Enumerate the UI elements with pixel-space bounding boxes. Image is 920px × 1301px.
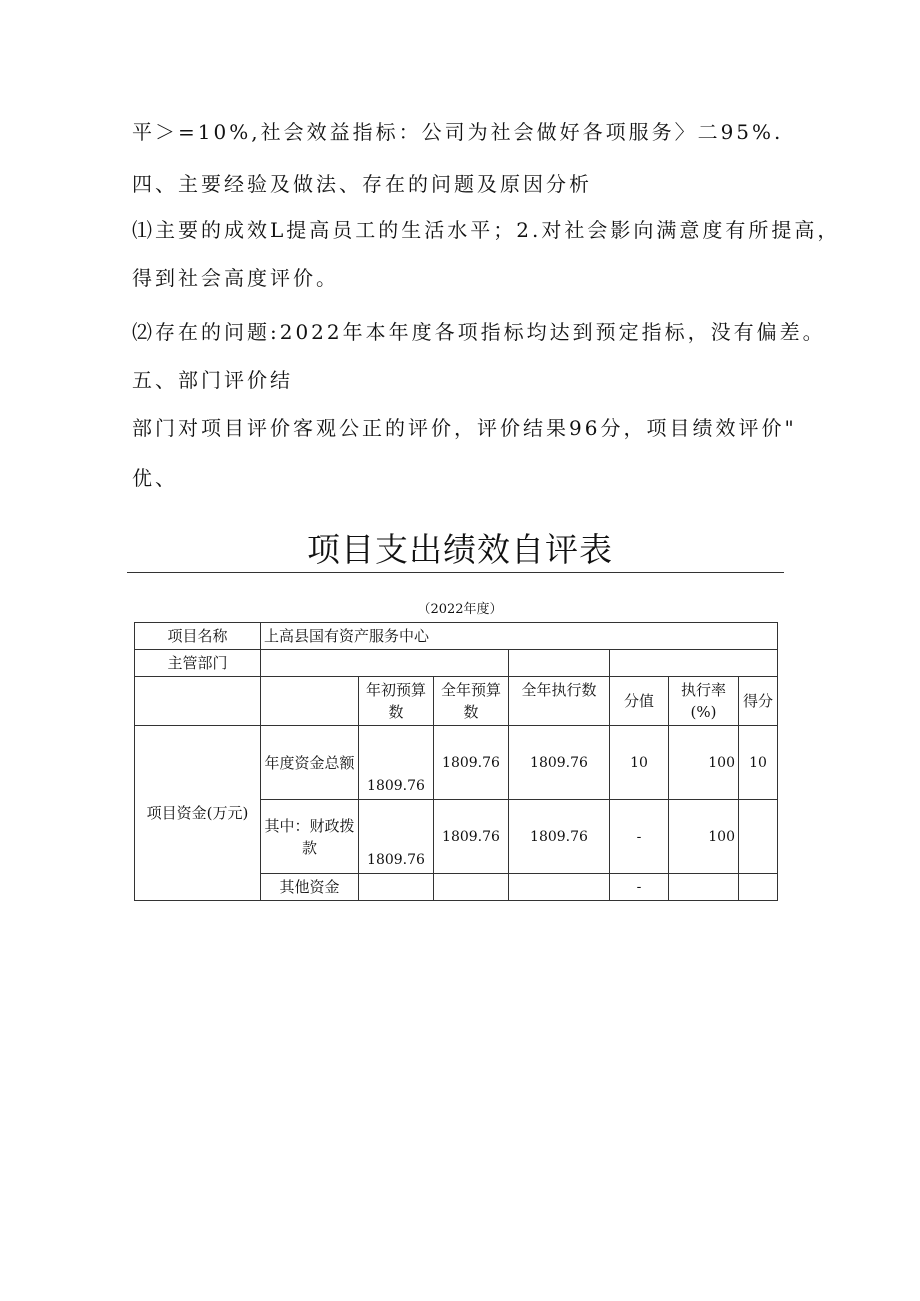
row-label: 年度资金总额: [261, 726, 359, 800]
header-score-weight: 分值: [610, 677, 669, 726]
row-label: 其中：财政拨款: [261, 800, 359, 874]
score-cell: [739, 800, 778, 874]
table-row-headers: [135, 677, 778, 726]
full-budget-cell: 1809.76: [434, 800, 509, 874]
paragraph-evaluation: 部门对项目评价客观公正的评价，评价结果96分，项目绩效评价": [132, 416, 797, 440]
table-row-dept: [135, 650, 778, 677]
exec-rate-cell: [669, 874, 739, 901]
header-initial-budget: 年初预算数: [359, 677, 434, 726]
score-weight-cell: -: [610, 800, 669, 874]
header-score: 得分: [739, 677, 778, 726]
header-full-budget: 全年预算数: [434, 677, 509, 726]
executed-cell: 1809.76: [509, 800, 610, 874]
row-label: 其他资金: [261, 874, 359, 901]
paragraph-achievements-cont: 得到社会高度评价。: [132, 266, 339, 290]
header-empty-2: [261, 677, 359, 726]
heading-section-four: 四、主要经验及做法、存在的问题及原因分析: [132, 172, 592, 196]
dept-blank-1: [509, 650, 610, 677]
project-name-value: 上高县国有资产服务中心: [261, 623, 778, 650]
score-weight-cell: -: [610, 874, 669, 901]
header-exec-rate: 执行率(%): [669, 677, 739, 726]
project-name-label: 项目名称: [135, 623, 261, 650]
score-cell: [739, 874, 778, 901]
header-executed: 全年执行数: [509, 677, 610, 726]
exec-rate-cell: 100: [669, 800, 739, 874]
table-row: [135, 726, 778, 800]
performance-table: [134, 622, 778, 901]
initial-budget-cell: 1809.76: [359, 726, 434, 800]
executed-cell: 1809.76: [509, 726, 610, 800]
dept-value: [261, 650, 509, 677]
paragraph-evaluation-cont: 优、: [132, 466, 178, 490]
heading-section-five: 五、部门评价结: [132, 368, 293, 392]
table-row-project-name: [135, 623, 778, 650]
full-budget-cell: [434, 874, 509, 901]
initial-budget-cell: 1809.76: [359, 800, 434, 874]
header-empty-1: [135, 677, 261, 726]
paragraph-social-benefit: 平＞=10%,社会效益指标：公司为社会做好各项服务〉二95%.: [132, 120, 784, 144]
title-underline: [127, 572, 784, 573]
initial-budget-cell: [359, 874, 434, 901]
executed-cell: [509, 874, 610, 901]
full-budget-cell: 1809.76: [434, 726, 509, 800]
score-cell: 10: [739, 726, 778, 800]
exec-rate-cell: 100: [669, 726, 739, 800]
dept-label: 主管部门: [135, 650, 261, 677]
paragraph-problems: ⑵存在的问题:2022年本年度各项指标均达到预定指标，没有偏差。: [132, 320, 826, 344]
dept-blank-2: [610, 650, 778, 677]
score-weight-cell: 10: [610, 726, 669, 800]
paragraph-achievements: ⑴主要的成效L提高员工的生活水平；2.对社会影向满意度有所提高，: [132, 218, 841, 242]
form-title: 项目支出绩效自评表: [307, 530, 613, 569]
year-caption: （2022年度）: [417, 602, 503, 617]
funds-label: 项目资金(万元): [135, 726, 261, 901]
